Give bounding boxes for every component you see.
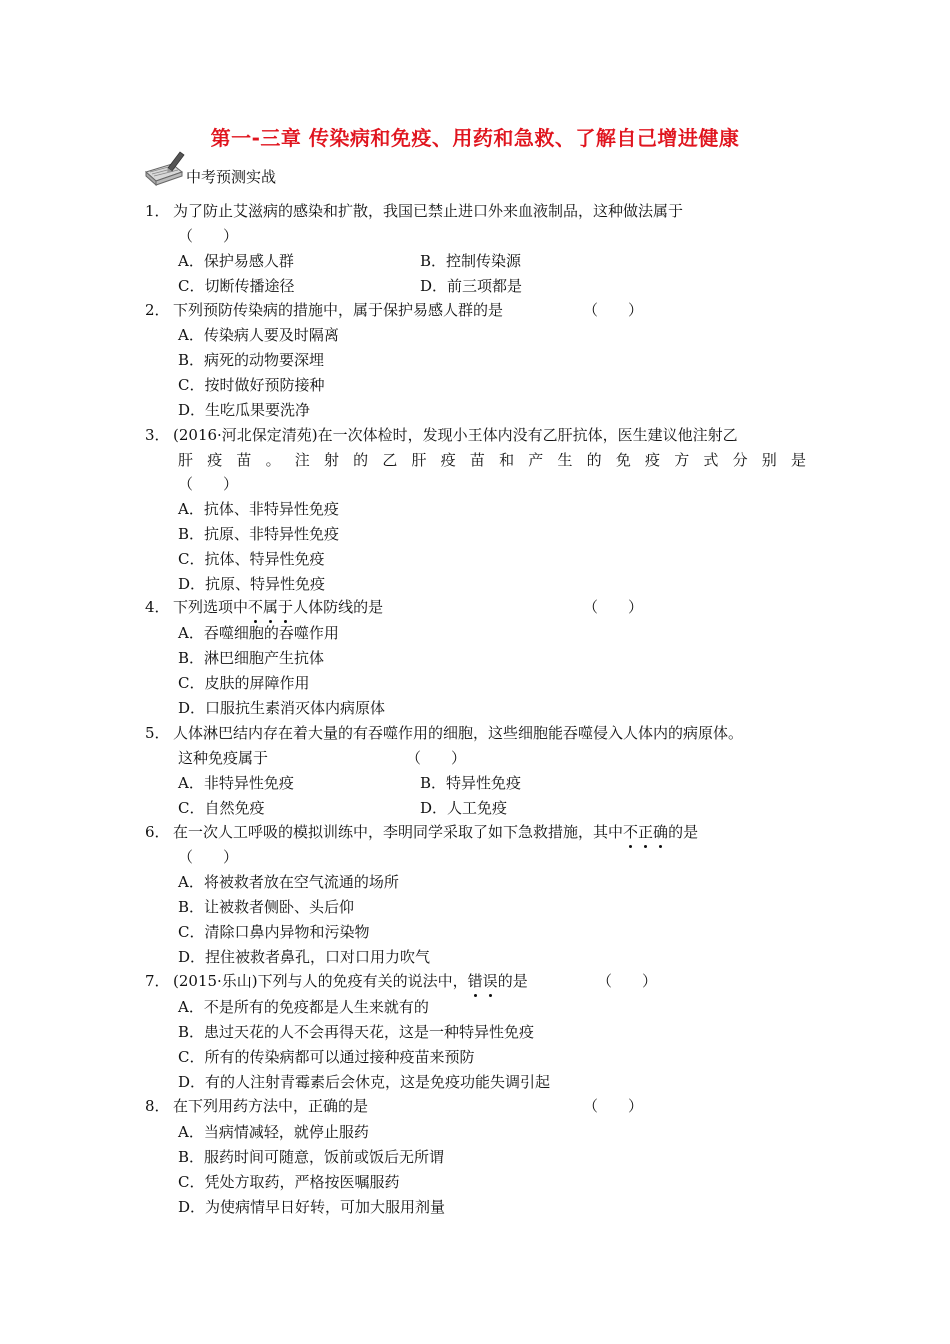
question-number: 7． bbox=[145, 972, 170, 990]
emphasis-char: 不 bbox=[623, 820, 638, 845]
question-2 bbox=[145, 298, 503, 323]
section-label: 中考预测实战 bbox=[186, 168, 277, 186]
answer-paren: （ ） bbox=[583, 1097, 644, 1115]
option-b: B．服药时间可随意，饭前或饭后无所谓 bbox=[178, 1148, 445, 1166]
option-a: A．将被救者放在空气流通的场所 bbox=[178, 873, 399, 891]
option-b: B．淋巴细胞产生抗体 bbox=[178, 649, 325, 667]
option-d: D．抗原、特异性免疫 bbox=[178, 575, 326, 593]
page-title: 第一-三章 传染病和免疫、用药和急救、了解自己增进健康 bbox=[210, 126, 740, 150]
question-text: 的是 bbox=[497, 972, 528, 990]
option-a: A．当病情减轻，就停止服药 bbox=[178, 1123, 369, 1141]
option-d: D．生吃瓜果要洗净 bbox=[178, 401, 311, 419]
option-b: B．让被救者侧卧、头后仰 bbox=[178, 898, 355, 916]
option-d: D．前三项都是 bbox=[420, 277, 523, 295]
question-7 bbox=[145, 969, 528, 994]
question-number: 8． bbox=[145, 1097, 170, 1115]
answer-paren: （ ） bbox=[406, 749, 467, 767]
option-d: D．人工免疫 bbox=[420, 799, 508, 817]
option-d: D．有的人注射青霉素后会休克，这是免疫功能失调引起 bbox=[178, 1073, 551, 1091]
option-a: A．抗体、非特异性免疫 bbox=[178, 500, 339, 518]
emphasis-char: 属 bbox=[263, 595, 278, 620]
question-number: 5． bbox=[145, 724, 170, 742]
option-c: C．抗体、特异性免疫 bbox=[178, 550, 325, 568]
option-a: A．吞噬细胞的吞噬作用 bbox=[178, 624, 339, 642]
question-text: 下列预防传染病的措施中，属于保护易感人群的是 bbox=[173, 301, 504, 319]
question-text: 在一次人工呼吸的模拟训练中，李明同学采取了如下急救措施，其中 bbox=[173, 823, 624, 841]
answer-paren: （ ） bbox=[597, 972, 658, 990]
answer-paren: （ ） bbox=[583, 301, 644, 319]
question-text: 在下列用药方法中，正确的是 bbox=[173, 1097, 369, 1115]
option-b: B．特异性免疫 bbox=[420, 774, 522, 792]
question-text-continued: 肝疫苗。注射的乙肝疫苗和产生的免疫方式分别是 bbox=[178, 451, 806, 469]
answer-paren: （ ） bbox=[178, 848, 239, 866]
question-3 bbox=[145, 423, 738, 448]
question-text: 下列选项中 bbox=[173, 598, 249, 616]
question-text-continued: 这种免疫属于 bbox=[178, 749, 269, 767]
question-5 bbox=[145, 721, 743, 746]
question-8 bbox=[145, 1094, 368, 1119]
question-text: 为了防止艾滋病的感染和扩散，我国已禁止进口外来血液制品，这种做法属于 bbox=[173, 202, 684, 220]
pen-and-book-icon bbox=[142, 150, 188, 188]
question-4 bbox=[145, 595, 383, 620]
question-text: (2016·河北保定清苑)在一次体检时，发现小王体内没有乙肝抗体，医生建议他注射乙 bbox=[173, 426, 738, 444]
emphasis-char: 不 bbox=[248, 595, 263, 620]
option-c: C．自然免疫 bbox=[178, 799, 265, 817]
emphasis-char: 错 bbox=[468, 969, 483, 994]
question-text: 人体淋巴结内存在着大量的有吞噬作用的细胞，这些细胞能吞噬侵入人体内的病原体。 bbox=[173, 724, 744, 742]
option-c: C．所有的传染病都可以通过接种疫苗来预防 bbox=[178, 1048, 475, 1066]
question-text: 的是 bbox=[668, 823, 699, 841]
option-c: C．凭处方取药，严格按医嘱服药 bbox=[178, 1173, 400, 1191]
answer-paren: （ ） bbox=[178, 475, 239, 493]
emphasis-char: 确 bbox=[653, 820, 668, 845]
option-b: B．患过天花的人不会再得天花，这是一种特异性免疫 bbox=[178, 1023, 535, 1041]
option-b: B．病死的动物要深埋 bbox=[178, 351, 325, 369]
emphasis-char: 正 bbox=[638, 820, 653, 845]
question-number: 1． bbox=[145, 202, 170, 220]
answer-paren: （ ） bbox=[583, 598, 644, 616]
emphasis-char: 误 bbox=[483, 969, 498, 994]
option-c: C．皮肤的屏障作用 bbox=[178, 674, 310, 692]
option-a: A．保护易感人群 bbox=[178, 252, 294, 270]
option-b: B．抗原、非特异性免疫 bbox=[178, 525, 340, 543]
question-number: 4． bbox=[145, 598, 170, 616]
option-c: C．清除口鼻内异物和污染物 bbox=[178, 923, 370, 941]
question-number: 2． bbox=[145, 301, 170, 319]
emphasis-char: 于 bbox=[278, 595, 293, 620]
option-b: B．控制传染源 bbox=[420, 252, 522, 270]
question-6 bbox=[145, 820, 698, 845]
option-d: D．为使病情早日好转，可加大服用剂量 bbox=[178, 1198, 446, 1216]
option-d: D．捏住被救者鼻孔，口对口用力吹气 bbox=[178, 948, 431, 966]
question-number: 3． bbox=[145, 426, 170, 444]
question-number: 6． bbox=[145, 823, 170, 841]
option-d: D．口服抗生素消灭体内病原体 bbox=[178, 699, 386, 717]
answer-paren: （ ） bbox=[178, 227, 239, 245]
option-a: A．不是所有的免疫都是人生来就有的 bbox=[178, 998, 429, 1016]
question-text: (2015·乐山)下列与人的免疫有关的说法中， bbox=[173, 972, 468, 990]
option-a: A．传染病人要及时隔离 bbox=[178, 326, 339, 344]
question-1 bbox=[145, 199, 683, 224]
option-c: C．按时做好预防接种 bbox=[178, 376, 325, 394]
option-c: C．切断传播途径 bbox=[178, 277, 295, 295]
option-a: A．非特异性免疫 bbox=[178, 774, 294, 792]
question-text: 人体防线的是 bbox=[293, 598, 384, 616]
